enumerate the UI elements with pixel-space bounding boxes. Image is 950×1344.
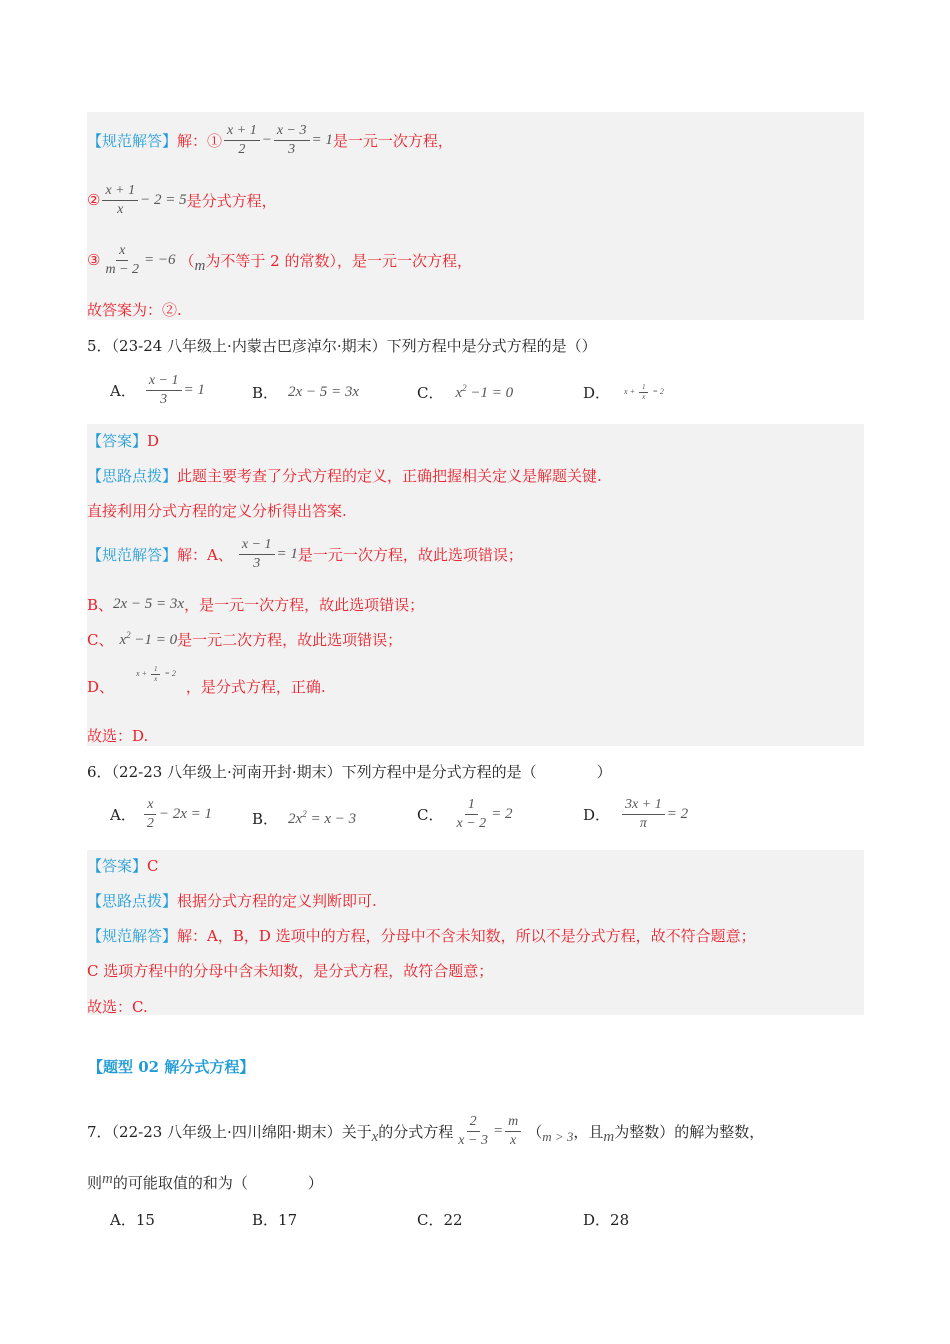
q5-final-answer: 故选：D. <box>87 727 149 745</box>
q5-option-a: A． $\frac{x - 1}{3}$ = 1 <box>110 373 205 407</box>
q6-stem: 6．（22-23 八年级上·河南开封·期末）下列方程中是分式方程的是（ ） <box>87 763 612 781</box>
q5-hint-line2: 直接利用分式方程的定义分析得出答案. <box>87 502 347 520</box>
q6-final-answer: 故选：C. <box>87 998 148 1016</box>
q6-hint: 【思路点拨】 根据分式方程的定义判断即可. <box>87 892 377 910</box>
q7-stem-line2: 则 m 的可能取值的和为（ ） <box>87 1171 323 1192</box>
fraction: $\frac{x + 1}{2}$ <box>224 122 260 158</box>
fraction: $\frac{x}{2}$ <box>144 796 157 832</box>
fraction: $\frac{x - 3}{3}$ <box>274 122 310 158</box>
fraction: $\frac{1}{x - 2}$ <box>456 797 487 831</box>
q5-solution-b: B、 2x − 5 = 3x ，是一元一次方程，故此选项错误； <box>87 596 425 614</box>
q7-stem: 7．（22-23 八年级上·四川绵阳·期末）关于 x 的分式方程 $\frac{2}{x - 3}$ = $\frac{m}{x}$ （ m > 3 ，且 m 为整数）的解为整数， <box>87 1114 765 1148</box>
q5-option-b: B． 2x − 5 = 3x <box>252 383 360 402</box>
q6-answer: 【答案】 C <box>87 856 159 875</box>
q6-option-b: B． $2x^2 = x - 3$ <box>252 808 357 828</box>
q6-option-a: A． $\frac{x}{2}$ − 2x = 1 <box>110 797 212 831</box>
q6-solution: 【规范解答】 解：A，B，D 选项中的方程，分母中不含未知数，所以不是分式方程，故不符合题意； <box>87 927 756 945</box>
q7-option-c: C． 22 <box>417 1210 463 1229</box>
fraction: $\frac{m}{x}$ <box>505 1113 521 1149</box>
section-heading: 【题型 02 解分式方程】 <box>88 1058 255 1076</box>
q5-hint: 【思路点拨】 此题主要考查了分式方程的定义，正确把握相关定义是解题关键. <box>87 467 602 485</box>
q6-option-c: C． $\frac{1}{x - 2}$ = 2 <box>417 797 513 831</box>
fraction: $\frac{x - 1}{3}$ <box>239 536 275 572</box>
q5-solution-a: 【规范解答】 解：A、 $\frac{x - 1}{3}$ = 1 是一元一次方程，故此选项错误； <box>87 537 523 571</box>
q5-option-d: D． x + $\frac{1}{x}$ = 2 <box>583 382 664 402</box>
q4-solution-line3: ③ $\frac{x}{m - 2}$ = −6 （ m 为不等于 2 的常数），是一元一次方程， <box>87 243 472 277</box>
fraction: $\frac{3x + 1}{\pi}$ <box>622 796 665 832</box>
fraction: $\frac{x + 1}{x}$ <box>102 182 138 218</box>
q7-option-a: A． 15 <box>110 1210 155 1229</box>
fraction: $\frac{x - 1}{3}$ <box>146 372 182 408</box>
solution-tag: 【规范解答】 <box>87 131 178 150</box>
q5-answer: 【答案】 D <box>87 431 160 450</box>
q5-solution-d: D、 x + $\frac{1}{x}$ = 2 ，是分式方程，正确. <box>87 664 326 696</box>
q5-option-c: C． $x^2 -1 = 0$ <box>417 382 514 402</box>
q6-option-d: D． $\frac{3x + 1}{\pi}$ = 2 <box>583 797 689 831</box>
q7-option-b: B． 17 <box>252 1210 298 1229</box>
q5-stem: 5．（23-24 八年级上·内蒙古巴彦淖尔·期末）下列方程中是分式方程的是（） <box>87 337 597 355</box>
fraction: $\frac{x}{m - 2}$ <box>105 243 140 277</box>
q4-solution-line1: 【规范解答】 解：① $\frac{x + 1}{2}$ − $\frac{x - 3}{3}$ = 1 是一元一次方程， <box>87 123 453 157</box>
q6-solution-line2: C 选项方程中的分母中含未知数，是分式方程，故符合题意； <box>87 962 494 980</box>
q4-final-answer: 故答案为：②. <box>87 301 182 319</box>
q4-solution-line2: ② $\frac{x + 1}{x}$ − 2 = 5 是分式方程， <box>87 183 277 217</box>
q5-solution-c: C、 $x^2 -1 = 0$ 是一元二次方程，故此选项错误； <box>87 630 403 649</box>
q7-option-d: D． 28 <box>583 1210 630 1229</box>
fraction: $\frac{2}{x - 3}$ <box>458 1114 488 1148</box>
